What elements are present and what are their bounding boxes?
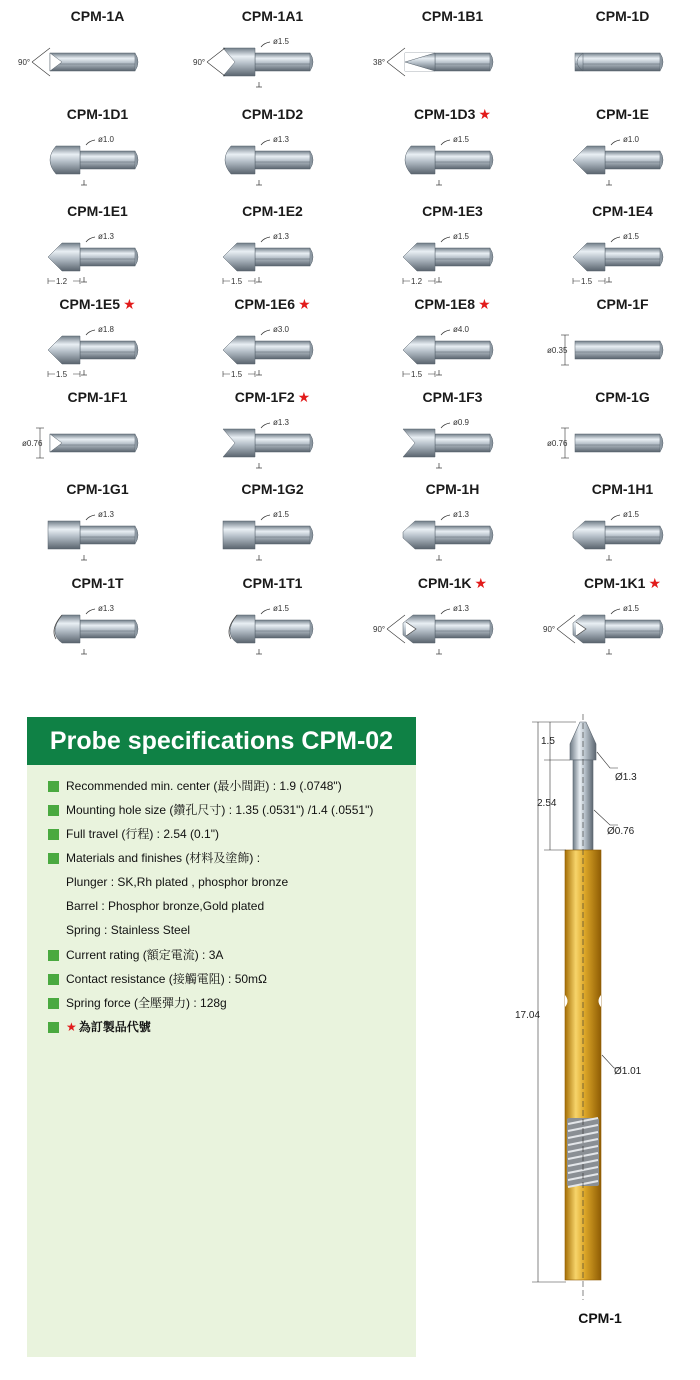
tip-name [10, 389, 185, 405]
bullet-icon [48, 950, 59, 961]
tip-name-text: CPM-1A [70, 8, 125, 24]
tip-cpm-1e8 [365, 296, 540, 391]
tip-name-text: CPM-1G2 [241, 481, 304, 497]
tip-length: 1.5 [411, 370, 423, 379]
spec-row [27, 921, 416, 943]
tip-diameter: ø1.5 [453, 232, 470, 241]
tip-cpm-1k1 [535, 575, 700, 670]
tip-name [365, 8, 540, 24]
tip-drawing [185, 312, 360, 387]
tip-name-text: CPM-1E [596, 106, 649, 122]
tip-cpm-1h1 [535, 481, 700, 576]
tip-length: 1.5 [231, 370, 243, 379]
bullet-icon [48, 853, 59, 864]
custom-star-icon: ★ [478, 106, 492, 122]
spec-text: Plunger : SK,Rh plated , phosphor bronze [66, 875, 289, 889]
tip-name [185, 8, 360, 24]
tip-drawing [185, 497, 360, 572]
tip-drawing [185, 219, 360, 294]
tip-drawing [365, 405, 540, 480]
tip-drawing [10, 591, 185, 666]
tip-name [10, 106, 185, 122]
spec-text: Recommended min. center (最小間距) : 1.9 (.0748") [66, 779, 342, 793]
tip-length: 1.2 [56, 277, 68, 286]
tip-name-text: CPM-1F [596, 296, 649, 312]
tip-cpm-1d [535, 8, 700, 103]
tip-diameter: ø1.3 [453, 510, 470, 519]
spec-row [27, 873, 416, 895]
tip-drawing [10, 219, 185, 294]
tip-diameter: ø0.76 [22, 439, 43, 448]
tip-cpm-1a1 [185, 8, 360, 103]
tip-drawing [535, 122, 700, 197]
tip-cpm-1f2 [185, 389, 360, 484]
tip-diameter: ø1.3 [98, 510, 115, 519]
tip-name-text: CPM-1T1 [242, 575, 303, 591]
tip-diameter: ø1.5 [623, 604, 640, 613]
tip-diameter: ø1.3 [98, 604, 115, 613]
tip-drawing [365, 312, 540, 387]
tip-name-text: CPM-1T [71, 575, 124, 591]
bullet-icon [48, 998, 59, 1009]
tip-angle: 90° [373, 625, 386, 634]
tip-diameter: ø0.9 [453, 418, 470, 427]
tip-name [365, 481, 540, 497]
bullet-icon [48, 781, 59, 792]
tip-length: 1.5 [56, 370, 68, 379]
spec-text: Mounting hole size (鑽孔尺寸) : 1.35 (.0531") /1.4 (.0551") [66, 803, 374, 817]
tip-name [185, 575, 360, 591]
tip-angle: 90° [18, 58, 31, 67]
tip-diameter: ø1.5 [273, 604, 290, 613]
tip-cpm-1a [10, 8, 185, 103]
tip-cpm-1f [535, 296, 700, 391]
tip-cpm-1e6 [185, 296, 360, 391]
bullet-icon [48, 1022, 59, 1033]
tip-drawing [10, 405, 185, 480]
tip-drawing [10, 312, 185, 387]
tip-name-text: CPM-1D2 [241, 106, 304, 122]
tip-diameter: ø1.5 [273, 37, 290, 46]
tip-cpm-1h [365, 481, 540, 576]
tip-name-text: CPM-1B1 [421, 8, 484, 24]
bullet-icon [48, 829, 59, 840]
tip-name [10, 8, 185, 24]
tip-name-text: CPM-1D3 [413, 106, 476, 122]
tip-name [535, 481, 700, 497]
tip-length: 1.5 [581, 277, 593, 286]
tip-cpm-1e [535, 106, 700, 201]
tip-diameter: ø1.3 [453, 604, 470, 613]
spec-text: Spring force (全壓彈力) : 128g [66, 996, 227, 1010]
tip-diameter: ø4.0 [453, 325, 470, 334]
tip-drawing [535, 312, 700, 387]
tip-drawing [185, 591, 360, 666]
tip-diameter: ø1.5 [273, 510, 290, 519]
tip-angle: 38° [373, 58, 386, 67]
tip-drawing [535, 219, 700, 294]
tip-name-text: CPM-1D1 [66, 106, 129, 122]
star-note [66, 1018, 151, 1036]
tip-drawing [365, 122, 540, 197]
dim-tip-length: 1.5 [541, 736, 555, 747]
tip-diameter: ø1.3 [273, 135, 290, 144]
tip-name [10, 296, 185, 313]
tip-cpm-1f3 [365, 389, 540, 484]
bullet-icon [48, 974, 59, 985]
tip-name-text: CPM-1D [595, 8, 650, 24]
custom-star-icon: ★ [66, 1020, 77, 1034]
tip-name-text: CPM-1E8 [414, 296, 476, 312]
tip-diameter: ø0.76 [547, 439, 568, 448]
tip-drawing [10, 497, 185, 572]
tip-cpm-1d3 [365, 106, 540, 201]
star-note-text: 為訂製品代號 [78, 1020, 151, 1034]
tip-name [535, 389, 700, 405]
tip-cpm-1b1 [365, 8, 540, 103]
bullet-icon [48, 805, 59, 816]
tip-name-text: CPM-1K1 [583, 575, 646, 591]
tip-name [535, 203, 700, 219]
tip-cpm-1t1 [185, 575, 360, 670]
tip-drawing [185, 24, 360, 99]
tip-name [535, 106, 700, 122]
tip-length: 1.5 [231, 277, 243, 286]
tip-name [535, 575, 700, 592]
tip-drawing [365, 219, 540, 294]
spec-text: Contact resistance (接觸電阻) : 50mΩ [66, 972, 268, 986]
spec-row [27, 897, 416, 919]
tip-drawing [535, 405, 700, 480]
tip-name-text: CPM-1E6 [234, 296, 296, 312]
tip-diameter: ø0.35 [547, 346, 568, 355]
tip-name [10, 575, 185, 591]
tip-name-text: CPM-1F3 [422, 389, 483, 405]
tip-name-text: CPM-1A1 [241, 8, 304, 24]
spec-panel-title: Probe specifications CPM-02 [27, 717, 416, 765]
tip-cpm-1g2 [185, 481, 360, 576]
tip-diameter: ø1.8 [98, 325, 115, 334]
tip-diameter: ø1.0 [623, 135, 640, 144]
tip-drawing [365, 497, 540, 572]
spec-text: Full travel (行程) : 2.54 (0.1") [66, 827, 219, 841]
tip-diameter: ø1.3 [273, 418, 290, 427]
tip-name-text: CPM-1E3 [422, 203, 483, 219]
tip-cpm-1g [535, 389, 700, 484]
spec-row [27, 801, 416, 823]
tip-cpm-1e3 [365, 203, 540, 298]
tip-name [185, 296, 360, 313]
spec-row [27, 946, 416, 968]
tip-cpm-1t [10, 575, 185, 670]
tip-name-text: CPM-1F1 [67, 389, 128, 405]
tip-drawing [10, 24, 185, 99]
tip-cpm-1e4 [535, 203, 700, 298]
spec-text: Current rating (額定電流) : 3A [66, 948, 224, 962]
tip-cpm-1f1 [10, 389, 185, 484]
tip-drawing [535, 24, 700, 99]
dim-total-length: 17.04 [515, 1010, 541, 1021]
tip-name [535, 296, 700, 312]
tip-drawing [10, 122, 185, 197]
tip-drawing [185, 122, 360, 197]
tip-diameter: ø1.5 [623, 510, 640, 519]
tip-cpm-1d2 [185, 106, 360, 201]
tip-name [365, 575, 540, 592]
tip-name [365, 389, 540, 405]
custom-star-icon: ★ [123, 296, 136, 312]
tip-name [365, 296, 540, 313]
tip-name-text: CPM-1E1 [67, 203, 128, 219]
tip-name [185, 481, 360, 497]
spec-row [27, 777, 416, 799]
tip-diameter: ø1.5 [623, 232, 640, 241]
tip-drawing [535, 591, 700, 666]
tip-name-text: CPM-1E4 [592, 203, 653, 219]
spec-row [27, 849, 416, 871]
custom-star-icon: ★ [298, 296, 311, 312]
custom-star-icon: ★ [297, 389, 311, 405]
custom-star-icon: ★ [474, 575, 488, 591]
tip-name [185, 106, 360, 122]
tip-cpm-1e1 [10, 203, 185, 298]
tip-name-text: CPM-1E5 [59, 296, 121, 312]
tip-name-text: CPM-1E2 [242, 203, 303, 219]
tip-diameter: ø1.5 [453, 135, 470, 144]
tip-drawing [365, 24, 540, 99]
tip-diameter: ø1.3 [98, 232, 115, 241]
tip-cpm-1d1 [10, 106, 185, 201]
spec-text: Spring : Stainless Steel [66, 923, 191, 937]
custom-star-icon: ★ [478, 296, 491, 312]
spec-panel [27, 717, 416, 1357]
tip-diameter: ø1.3 [273, 232, 290, 241]
probe-caption: CPM-1 [578, 1310, 622, 1326]
spec-row [27, 825, 416, 847]
tip-drawing [365, 591, 540, 666]
tip-drawing [535, 497, 700, 572]
tip-diameter: ø1.0 [98, 135, 115, 144]
tip-name-text: CPM-1G [595, 389, 650, 405]
custom-star-icon: ★ [648, 575, 662, 591]
probe-drawing [510, 700, 700, 1380]
dia-barrel: Ø1.01 [614, 1066, 642, 1077]
tip-name [10, 203, 185, 219]
dia-plunger: Ø0.76 [607, 826, 635, 837]
tip-cpm-1g1 [10, 481, 185, 576]
probe-svg [510, 700, 700, 1340]
tip-drawing [185, 405, 360, 480]
tip-diameter: ø3.0 [273, 325, 290, 334]
spec-row [27, 970, 416, 992]
tip-name-text: CPM-1H [425, 481, 480, 497]
tip-name-text: CPM-1G1 [66, 481, 129, 497]
tip-name [185, 389, 360, 406]
tip-name [535, 8, 700, 24]
dia-tip: Ø1.3 [615, 772, 637, 783]
dim-travel: 2.54 [537, 798, 557, 809]
tip-name [365, 203, 540, 219]
tip-name-text: CPM-1H1 [591, 481, 654, 497]
tip-angle: 90° [543, 625, 556, 634]
tip-cpm-1e5 [10, 296, 185, 391]
spec-text: Barrel : Phosphor bronze,Gold plated [66, 899, 265, 913]
tip-name [10, 481, 185, 497]
tip-name [185, 203, 360, 219]
tip-name [365, 106, 540, 123]
spec-row [27, 994, 416, 1016]
tip-name-text: CPM-1K [417, 575, 472, 591]
tip-angle: 90° [193, 58, 206, 67]
tip-cpm-1k [365, 575, 540, 670]
tip-name-text: CPM-1F2 [234, 389, 295, 405]
tip-length: 1.2 [411, 277, 423, 286]
spec-text: Materials and finishes (材料及塗飾) : [66, 851, 261, 865]
star-note-row [27, 1018, 416, 1040]
tip-cpm-1e2 [185, 203, 360, 298]
